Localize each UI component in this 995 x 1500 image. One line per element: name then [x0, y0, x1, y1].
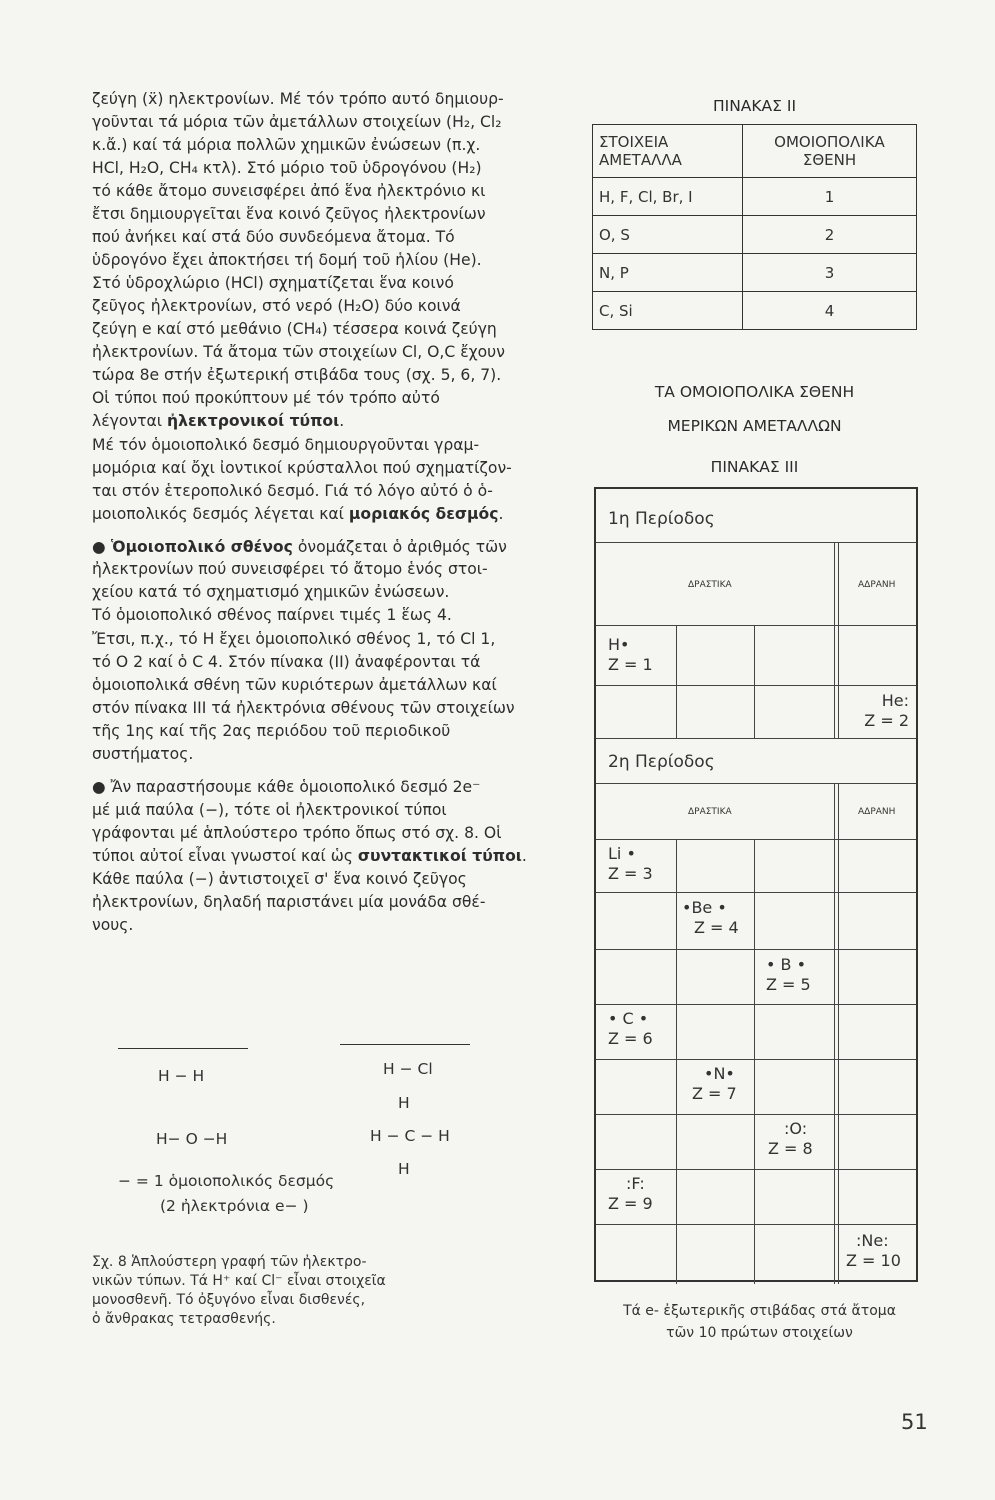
inert-label: ΑΔΡΑΝΗ: [858, 580, 896, 590]
text-line-6: [92, 203, 577, 225]
grid-line: [596, 1169, 916, 1170]
text-line-22: [92, 581, 577, 603]
cell-o-sym: :O:: [784, 1119, 808, 1138]
cell-he-z: Z = 2: [864, 711, 909, 730]
text-span: ζεῦγος ἠλεκτρονίων, στό νερό (H₂O) δύο κοινά: [92, 297, 461, 315]
table2-header-valence-l1: ΟΜΟΙΟΠΟΛΙΚΑ: [774, 133, 885, 151]
text-span: πού ἀνήκει καί στά δύο συνδεόμενα ἄτομα. Τό: [92, 228, 455, 246]
active-label: ΔΡΑΣΤΙΚΑ: [688, 580, 732, 590]
grid-line: [676, 625, 677, 738]
grid-line: [596, 542, 916, 543]
formula-rule-right: [340, 1044, 470, 1045]
table2-elements: C, Si: [593, 292, 743, 330]
grid-line: [596, 949, 916, 950]
cell-h-z: Z = 1: [608, 655, 653, 674]
table2-header-elements-l1: ΣΤΟΙΧΕΙΑ: [599, 133, 669, 151]
text-line-2: [92, 111, 577, 133]
formula-h2o: H− O −H: [156, 1130, 228, 1148]
text-span: .: [521, 847, 527, 865]
grid-line: [676, 839, 677, 1284]
text-line-17: [92, 457, 577, 479]
table2-valence: 3: [742, 254, 916, 292]
text-span: ὑδρογόνο ἔχει ἀποκτήσει τή δομή τοῦ ἡλίου (He).: [92, 251, 482, 269]
grid-line: [834, 542, 835, 738]
active-label: ΔΡΑΣΤΙΚΑ: [688, 807, 732, 817]
inert-label: ΑΔΡΑΝΗ: [858, 807, 896, 817]
fig8-caption-line: Σχ. 8 Ἁπλούστερη γραφή τῶν ἠλεκτρο-: [92, 1254, 367, 1270]
table3-caption: [592, 1300, 927, 1344]
text-span: τύποι αὐτοί εἶναι γνωστοί καί ὡς: [92, 847, 358, 865]
cell-b-sym: • B •: [766, 955, 807, 974]
text-span: τώρα 8e στήν ἐξωτερική στιβάδα τους (σχ. 5, 6, 7).: [92, 366, 502, 384]
grid-line: [596, 783, 916, 784]
cell-b-z: Z = 5: [766, 975, 811, 994]
table2-header-row: [593, 125, 917, 178]
text-line-13: [92, 364, 577, 386]
text-span: γοῦνται τά μόρια τῶν ἀμετάλλων στοιχείων (H₂, Cl₂: [92, 113, 502, 131]
cell-be-sym: •Be •: [682, 898, 727, 917]
table-row: [593, 178, 917, 216]
text-line-20: [92, 536, 577, 558]
text-span: νους.: [92, 916, 134, 934]
text-line-9: [92, 272, 577, 294]
text-line-27: [92, 697, 577, 719]
grid-line: [754, 839, 755, 1284]
text-line-8: [92, 249, 577, 271]
formula-legend-2: (2 ἠλεκτρόνια e− ): [160, 1197, 309, 1215]
table3-caption-l2: τῶν 10 πρώτων στοιχείων: [666, 1325, 853, 1341]
table2-elements: H, F, Cl, Br, I: [593, 178, 743, 216]
cell-n: [692, 1064, 737, 1104]
cell-f-sym: :F:: [626, 1174, 645, 1193]
cell-c: [608, 1009, 653, 1049]
table-row: [593, 254, 917, 292]
text-span: ζεύγη (ẍ) ηλεκτρονίων. Μέ τόν τρόπο αυτό δημιουρ-: [92, 90, 504, 108]
text-line-7: [92, 226, 577, 248]
text-line-25: [92, 651, 577, 673]
text-span: στόν πίνακα III τά ἠλεκτρόνια σθένους τῶν στοιχείων: [92, 699, 515, 717]
fig8-caption-line: ὁ ἄνθρακας τετρασθενής.: [92, 1311, 276, 1327]
text-span: μομόρια καί ὄχι ἰοντικοί κρύσταλλοι πού σχηματίζον-: [92, 459, 512, 477]
text-line-11: [92, 318, 577, 340]
grid-line: [596, 625, 916, 626]
formula-rule-left: [118, 1048, 248, 1049]
text-line-4: [92, 157, 577, 179]
text-span: .: [498, 505, 504, 523]
fig8-caption-line: νικῶν τύπων. Τά H⁺ καί Cl⁻ εἶναι στοιχεῖα: [92, 1273, 386, 1289]
text-line-30: [92, 776, 577, 798]
cell-f-z: Z = 9: [608, 1194, 653, 1213]
cell-ne: [846, 1231, 901, 1271]
text-span: χείου κατά τό σχηματισμό χημικῶν ἐνώσεων.: [92, 583, 450, 601]
text-span: συστήματος.: [92, 745, 194, 763]
text-line-26: [92, 674, 577, 696]
cell-be: [682, 898, 739, 938]
text-line-10: [92, 295, 577, 317]
table2-caption-l2: ΜΕΡΙΚΩΝ ΑΜΕΤΑΛΛΩΝ: [667, 417, 842, 435]
period1-label: 1η Περίοδος: [608, 509, 715, 529]
text-span: μέ μιά παύλα (−), τότε οἱ ἠλεκτρονικοί τύποι: [92, 801, 447, 819]
cell-li-sym: Li •: [608, 844, 636, 863]
text-line-23: [92, 604, 577, 626]
text-span: κ.ἄ.) καί τά μόρια πολλῶν χημικῶν ἐνώσεων (π.χ.: [92, 136, 481, 154]
cell-be-z: Z = 4: [694, 918, 739, 937]
text-span: ● Ὁμοιοπολικό σθένος: [92, 538, 293, 556]
table3-grid: [594, 487, 918, 1282]
text-span: ● Ἄν παραστήσουμε κάθε ὁμοιοπολικό δεσμό 2e⁻: [92, 778, 481, 796]
text-span: ζεύγη e καί στό μεθάνιο (CH₄) τέσσερα κοινά ζεύγη: [92, 320, 497, 338]
formula-legend-1: − = 1 ὁμοιοπολικός δεσμός: [118, 1172, 335, 1190]
text-line-29: [92, 743, 577, 765]
text-span: ται στόν ἑτεροπολικό δεσμό. Γιά τό λόγο αὐτό ὁ ὁ-: [92, 482, 493, 500]
text-line-21: [92, 558, 577, 580]
text-line-36: [92, 914, 577, 936]
text-line-28: [92, 720, 577, 742]
grid-line: [596, 685, 916, 686]
text-line-31: [92, 799, 577, 821]
text-span: HCl, H₂O, CH₄ κτλ). Στό μόριο τοῦ ὑδρογόνου (H₂): [92, 159, 482, 177]
text-span: Κάθε παύλα (−) ἀντιστοιχεῖ σ' ἕνα κοινό ζεῦγος: [92, 870, 467, 888]
grid-line: [596, 1114, 916, 1115]
text-span: Τό ὁμοιοπολικό σθένος παίρνει τιμές 1 ἕως 4.: [92, 606, 452, 624]
grid-line: [596, 1224, 916, 1225]
text-line-3: [92, 134, 577, 156]
table2-header-elements: [593, 125, 743, 178]
text-line-33: [92, 845, 577, 867]
text-line-16: [92, 434, 577, 456]
text-span: ἠλεκτρονίων. Τά ἄτομα τῶν στοιχείων Cl, O,C ἔχουν: [92, 343, 505, 361]
text-line-12: [92, 341, 577, 363]
cell-li-z: Z = 3: [608, 864, 653, 883]
table2-valence: 2: [742, 216, 916, 254]
fig8-caption-line: μονοσθενῆ. Τό ὀξυγόνο εἶναι δισθενές,: [92, 1292, 366, 1308]
text-span: .: [339, 412, 345, 430]
text-line-19: [92, 503, 577, 525]
grid-line: [596, 892, 916, 893]
text-span: ἠλεκτρονικοί τύποι: [167, 412, 340, 430]
text-span: ὀνομάζεται ὁ ἀριθμός τῶν: [292, 538, 507, 556]
formula-hcl: H − Cl: [383, 1060, 433, 1078]
table2-caption: [592, 375, 917, 443]
table2-caption-l1: ΤΑ ΟΜΟΙΟΠΟΛΙΚΑ ΣΘΕΝΗ: [654, 383, 855, 401]
cell-f: [608, 1174, 653, 1214]
grid-line: [754, 625, 755, 738]
cell-c-z: Z = 6: [608, 1029, 653, 1048]
grid-line: [596, 839, 916, 840]
cell-h: [608, 635, 653, 675]
grid-line: [596, 1059, 916, 1060]
text-span: συντακτικοί τύποι: [357, 847, 522, 865]
table3-title: ΠΙΝΑΚΑΣ ΙΙΙ: [710, 458, 799, 476]
table-row: [593, 216, 917, 254]
table2-header-valence: [742, 125, 916, 178]
cell-o: [768, 1119, 813, 1159]
text-span: ἔτσι δημιουργεῖται ἕνα κοινό ζεῦγος ἠλεκτρονίων: [92, 205, 486, 223]
cell-h-sym: H•: [608, 635, 630, 654]
text-line-35: [92, 891, 577, 913]
cell-ne-sym: :Ne:: [856, 1231, 889, 1250]
text-line-15: [92, 410, 577, 432]
grid-line: [596, 738, 916, 739]
text-span: Μέ τόν ὁμοιοπολικό δεσμό δημιουργοῦνται γραμ-: [92, 436, 480, 454]
text-span: ἠλεκτρονίων πού συνεισφέρει τό ἄτομο ἑνός στοι-: [92, 560, 488, 578]
grid-line: [838, 542, 839, 738]
table2-header-valence-l2: ΣΘΕΝΗ: [802, 151, 857, 169]
text-line-34: [92, 868, 577, 890]
text-line-1: [92, 88, 577, 110]
formula-h2: H − H: [158, 1067, 205, 1085]
table-row: [593, 292, 917, 330]
table3-caption-l1: Τά e- ἐξωτερικῆς στιβάδας στά ἄτομα: [623, 1303, 896, 1319]
table2-valence: 1: [742, 178, 916, 216]
text-span: τῆς 1ης καί τῆς 2ας περιόδου τοῦ περιοδικοῦ: [92, 722, 451, 740]
period2-label: 2η Περίοδος: [608, 752, 715, 772]
text-line-24: [92, 628, 577, 650]
text-span: Ἔτσι, π.χ., τό H ἔχει ὁμοιοπολικό σθένος 1, τό Cl 1,: [92, 630, 496, 648]
cell-n-z: Z = 7: [692, 1084, 737, 1103]
cell-he: [851, 691, 909, 731]
cell-c-sym: • C •: [608, 1009, 649, 1028]
table2-elements: O, S: [593, 216, 743, 254]
text-span: Οἱ τύποι πού προκύπτουν μέ τόν τρόπο αὐτό: [92, 389, 440, 407]
text-line-14: [92, 387, 577, 409]
cell-ne-z: Z = 10: [846, 1251, 901, 1270]
text-line-18: [92, 480, 577, 502]
cell-he-sym: He:: [881, 691, 909, 710]
grid-line: [838, 783, 839, 1284]
text-span: τό O 2 καί ὁ C 4. Στόν πίνακα (II) ἀναφέρονται τά: [92, 653, 481, 671]
fig8-caption: [92, 1253, 386, 1329]
formula-ch4-mid: H − C − H: [370, 1127, 450, 1145]
table2-elements: N, P: [593, 254, 743, 292]
cell-o-z: Z = 8: [768, 1139, 813, 1158]
cell-n-sym: •N•: [704, 1064, 735, 1083]
text-span: ἠλεκτρονίων, δηλαδή παριστάνει μία μονάδα σθέ-: [92, 893, 486, 911]
formula-ch4-top: H: [398, 1094, 410, 1112]
text-line-32: [92, 822, 577, 844]
text-span: λέγονται: [92, 412, 168, 430]
text-span: τό κάθε ἄτομο συνεισφέρει ἀπό ἕνα ἠλεκτρόνιο κι: [92, 182, 486, 200]
text-span: μοιοπολικός δεσμός λέγεται καί: [92, 505, 349, 523]
cell-b: [766, 955, 811, 995]
text-span: Στό ὑδροχλώριο (HCl) σχηματίζεται ἕνα κοινό: [92, 274, 454, 292]
table2-valence: 4: [742, 292, 916, 330]
formula-ch4-bot: H: [398, 1160, 410, 1178]
grid-line: [834, 783, 835, 1284]
page-number: 51: [901, 1410, 928, 1434]
table2-header-elements-l2: ΑΜΕΤΑΛΛΑ: [599, 151, 682, 169]
table2-title: ΠΙΝΑΚΑΣ ΙΙ: [712, 97, 797, 115]
text-span: ὁμοιοπολικά σθένη τῶν κυριότερων ἀμετάλλων καί: [92, 676, 497, 694]
text-span: γράφονται μέ ἁπλούστερο τρόπο ὅπως στό σχ. 8. Οἱ: [92, 824, 502, 842]
text-span: μοριακός δεσμός: [348, 505, 499, 523]
text-line-5: [92, 180, 577, 202]
grid-line: [596, 1004, 916, 1005]
cell-li: [608, 844, 653, 884]
table2: [592, 124, 917, 330]
